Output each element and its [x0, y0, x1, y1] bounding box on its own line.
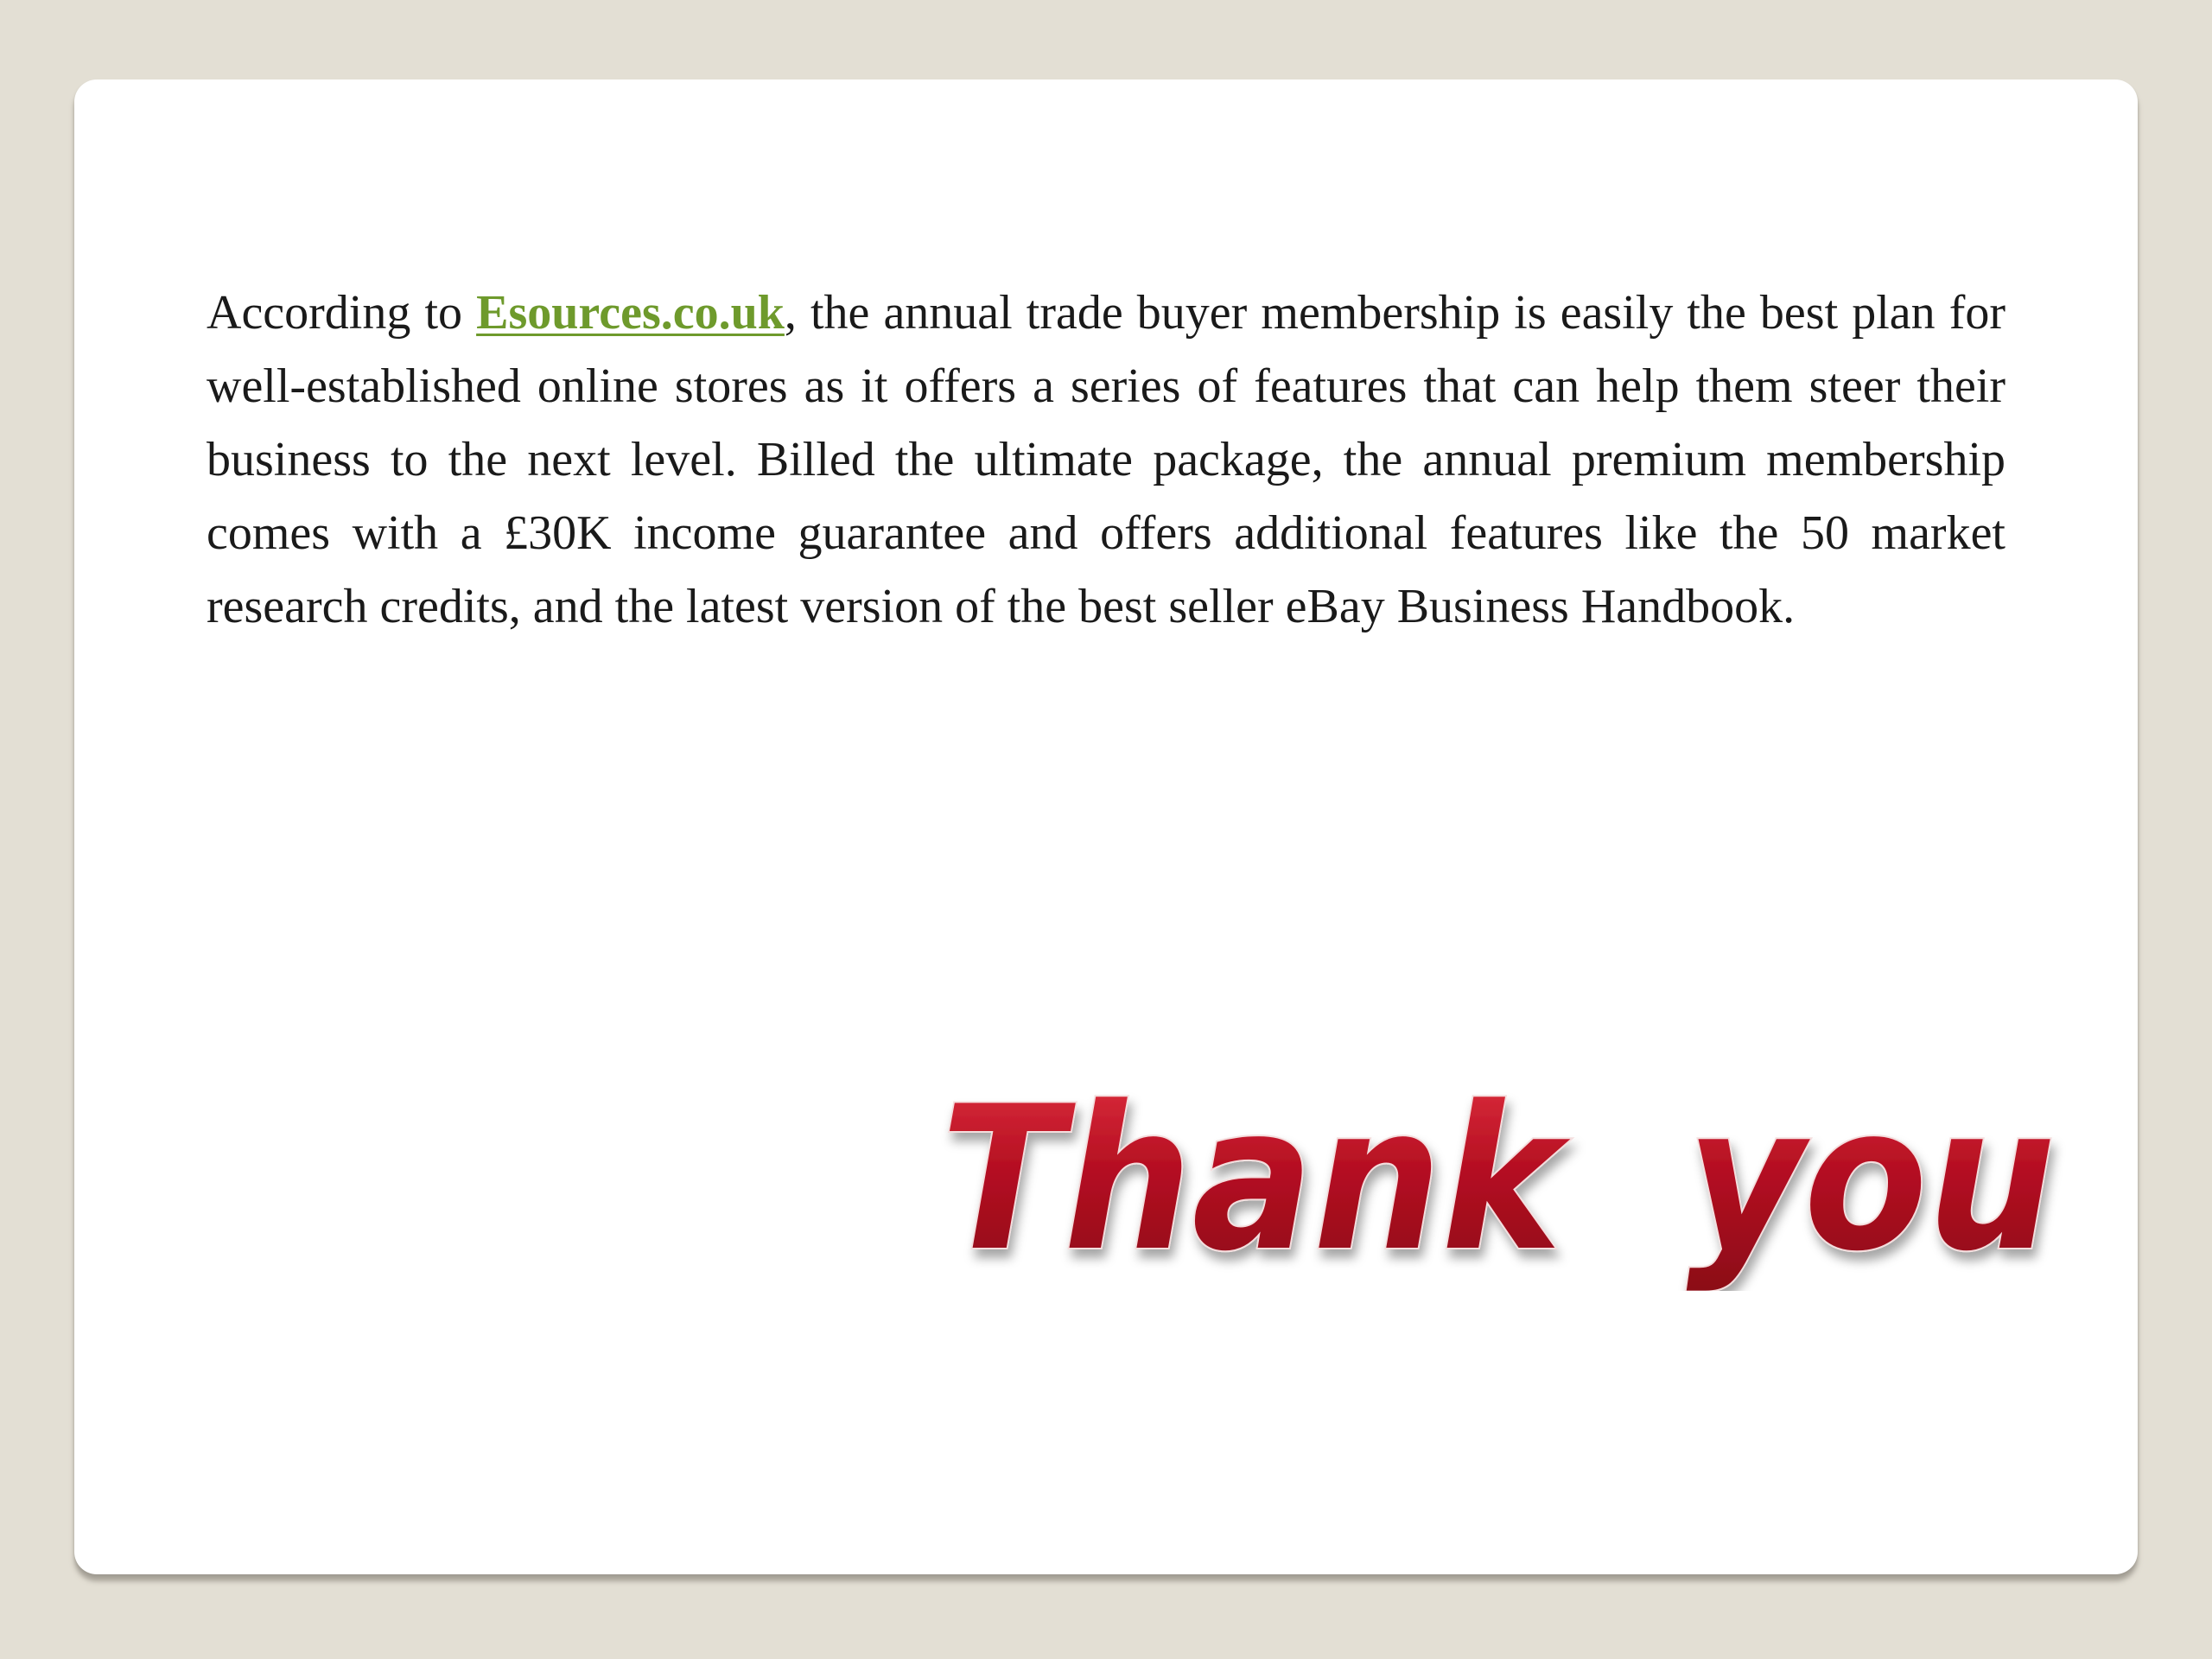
slide-card	[74, 79, 2138, 1574]
paragraph-suffix: , the annual trade buyer membership is easily the best plan for well-established online stores as it offers a series of features that can help them steer their business to the next level. Billed the ultimate package, the annual premium membership comes with a £30K income guarantee and offers additional features like the 50 market research credits, and the latest version of the best seller eBay Business Handbook.	[207, 286, 2005, 633]
source-link[interactable]: Esources.co.uk	[476, 286, 785, 340]
paragraph-prefix: According to	[207, 286, 477, 340]
body-paragraph	[207, 276, 2005, 644]
thank-you-wordart	[932, 980, 2073, 1291]
thank-you-text: Thank you	[941, 1065, 2056, 1291]
